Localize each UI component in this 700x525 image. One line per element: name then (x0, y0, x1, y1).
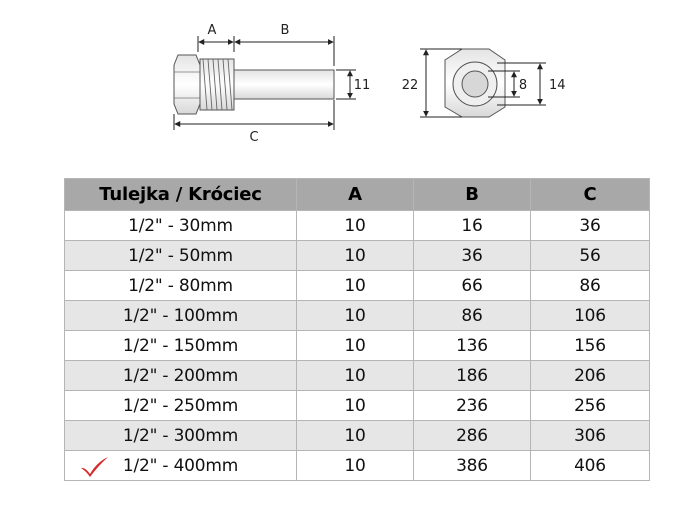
row-name: 1/2" - 400mm (122, 455, 239, 476)
row-c: 156 (531, 331, 650, 361)
row-a: 10 (297, 211, 414, 241)
row-a: 10 (297, 451, 414, 481)
row-c: 86 (531, 271, 650, 301)
table-row (65, 271, 650, 301)
tube-section (234, 70, 334, 99)
table-row (65, 421, 650, 451)
row-name: 1/2" - 80mm (65, 271, 297, 301)
dim-label-8: 8 (518, 78, 528, 93)
header-a: A (297, 179, 414, 211)
row-name: 1/2" - 250mm (65, 391, 297, 421)
row-name: 1/2" - 30mm (65, 211, 297, 241)
table-row (65, 391, 650, 421)
row-b: 66 (414, 271, 531, 301)
row-b: 136 (414, 331, 531, 361)
row-a: 10 (297, 331, 414, 361)
row-c: 106 (531, 301, 650, 331)
row-a: 10 (297, 271, 414, 301)
row-a: 10 (297, 241, 414, 271)
row-c: 36 (531, 211, 650, 241)
dim-label-11: 11 (353, 78, 371, 93)
dim-label-a: A (207, 23, 217, 38)
row-b: 236 (414, 391, 531, 421)
row-c: 56 (531, 241, 650, 271)
row-b: 86 (414, 301, 531, 331)
dim-label-22: 22 (401, 78, 419, 93)
table-row (65, 301, 650, 331)
table-row (65, 331, 650, 361)
spec-table (64, 178, 650, 481)
technical-drawing (0, 0, 700, 170)
row-name: 1/2" - 100mm (65, 301, 297, 331)
row-name: 1/2" - 300mm (65, 421, 297, 451)
checkmark-path (81, 457, 108, 477)
dim-label-b: B (280, 23, 290, 38)
header-c: C (531, 179, 650, 211)
row-b: 286 (414, 421, 531, 451)
table-row (65, 361, 650, 391)
row-c: 406 (531, 451, 650, 481)
table-row (65, 241, 650, 271)
row-b: 186 (414, 361, 531, 391)
dim-label-14: 14 (549, 78, 566, 93)
row-name: 1/2" - 150mm (65, 331, 297, 361)
row-name: 1/2" - 50mm (65, 241, 297, 271)
inner-circle (462, 71, 488, 97)
checkmark-icon (79, 456, 109, 478)
dim-label-c: C (249, 130, 259, 145)
side-view (174, 55, 334, 114)
row-b: 386 (414, 451, 531, 481)
row-b: 16 (414, 211, 531, 241)
table-header-row (65, 179, 650, 211)
row-b: 36 (414, 241, 531, 271)
row-a: 10 (297, 391, 414, 421)
row-name-cell (65, 451, 297, 481)
row-c: 206 (531, 361, 650, 391)
row-name: 1/2" - 200mm (65, 361, 297, 391)
header-name: Tulejka / Króciec (65, 179, 297, 211)
row-c: 256 (531, 391, 650, 421)
row-a: 10 (297, 421, 414, 451)
header-b: B (414, 179, 531, 211)
table-row (65, 211, 650, 241)
row-a: 10 (297, 301, 414, 331)
hex-head (174, 55, 200, 114)
row-c: 306 (531, 421, 650, 451)
row-a: 10 (297, 361, 414, 391)
table-row-selected (65, 451, 650, 481)
end-view (445, 49, 505, 117)
